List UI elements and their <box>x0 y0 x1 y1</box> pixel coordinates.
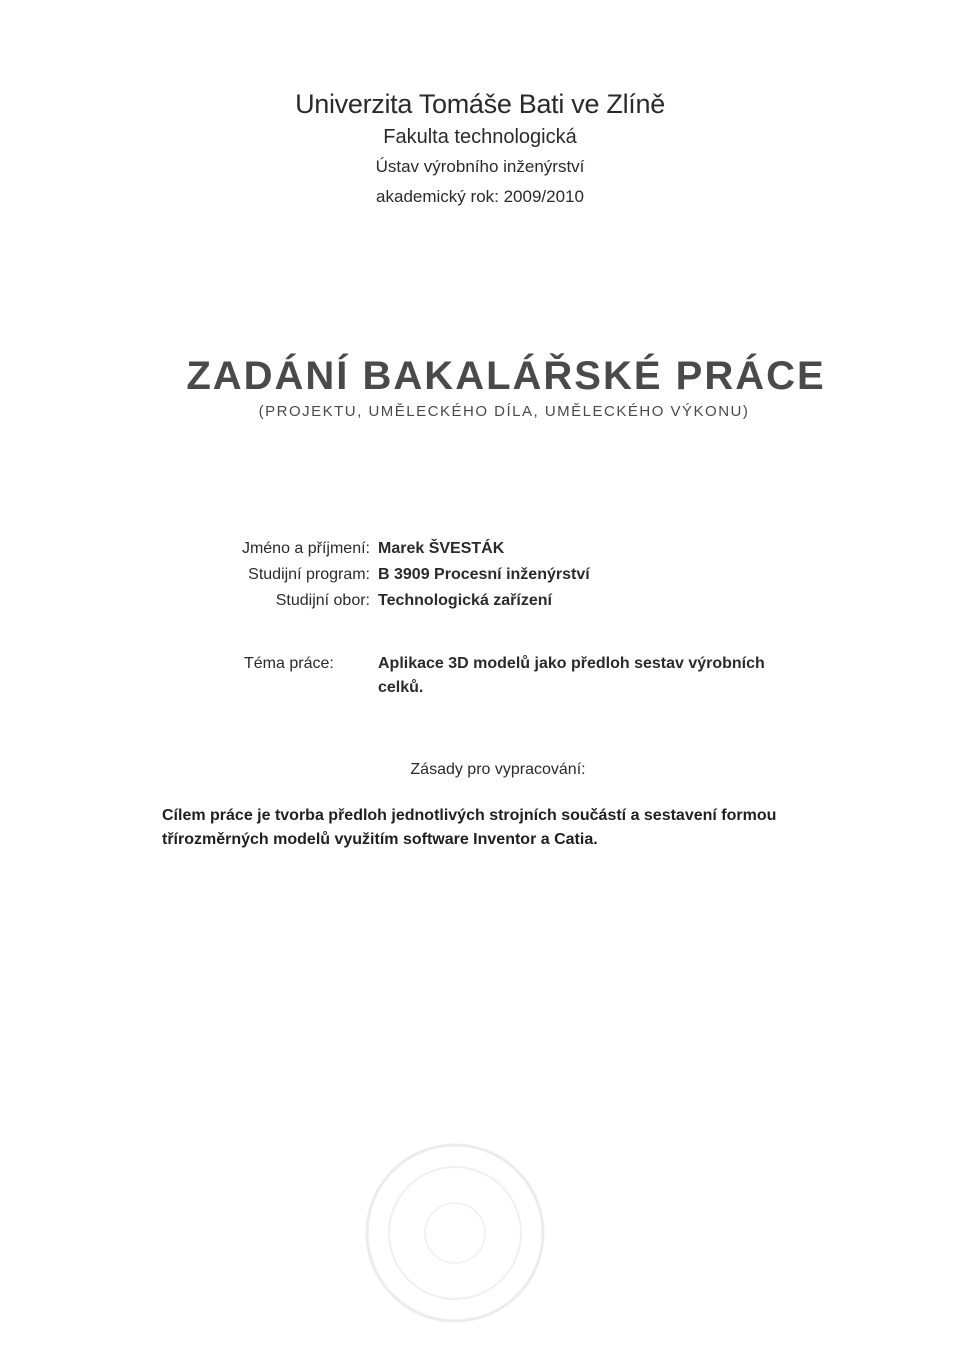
faculty-name: Fakulta technologická <box>383 126 577 148</box>
guidelines-heading: Zásady pro vypracování: <box>410 761 586 778</box>
document-subtitle: (PROJEKTU, UMĚLECKÉHO DÍLA, UMĚLECKÉHO VÝKONU) <box>258 403 750 420</box>
field-label: Studijní obor: <box>275 592 370 609</box>
program-label: Studijní program: <box>248 566 370 583</box>
guidelines-text: Cílem práce je tvorba předloh jednotlivých strojních součástí a sestavení formou třírozměrných modelů využitím software Inventor a Catia. <box>162 807 777 848</box>
faint-stamp-seal <box>360 1138 550 1328</box>
document-title: ZADÁNÍ BAKALÁŘSKÉ PRÁCE <box>186 354 826 398</box>
academic-year: akademický rok: 2009/2010 <box>376 187 584 206</box>
topic-value: Aplikace 3D modelů jako předloh sestav výrobních celků. <box>378 655 765 696</box>
program-value: B 3909 Procesní inženýrství <box>378 566 590 583</box>
name-value: Marek ŠVESTÁK <box>378 540 505 557</box>
name-label: Jméno a příjmení: <box>241 540 370 557</box>
document-header <box>0 86 960 212</box>
info-row-name <box>220 536 820 562</box>
institute-name: Ústav výrobního inženýrství <box>375 157 585 176</box>
title-block <box>0 352 960 424</box>
info-row-program <box>220 562 820 588</box>
info-row-field <box>220 588 820 614</box>
topic-label: Téma práce: <box>244 655 334 672</box>
university-name: Univerzita Tomáše Bati ve Zlíně <box>295 89 665 119</box>
field-value: Technologická zařízení <box>378 592 552 609</box>
student-info <box>220 536 820 614</box>
